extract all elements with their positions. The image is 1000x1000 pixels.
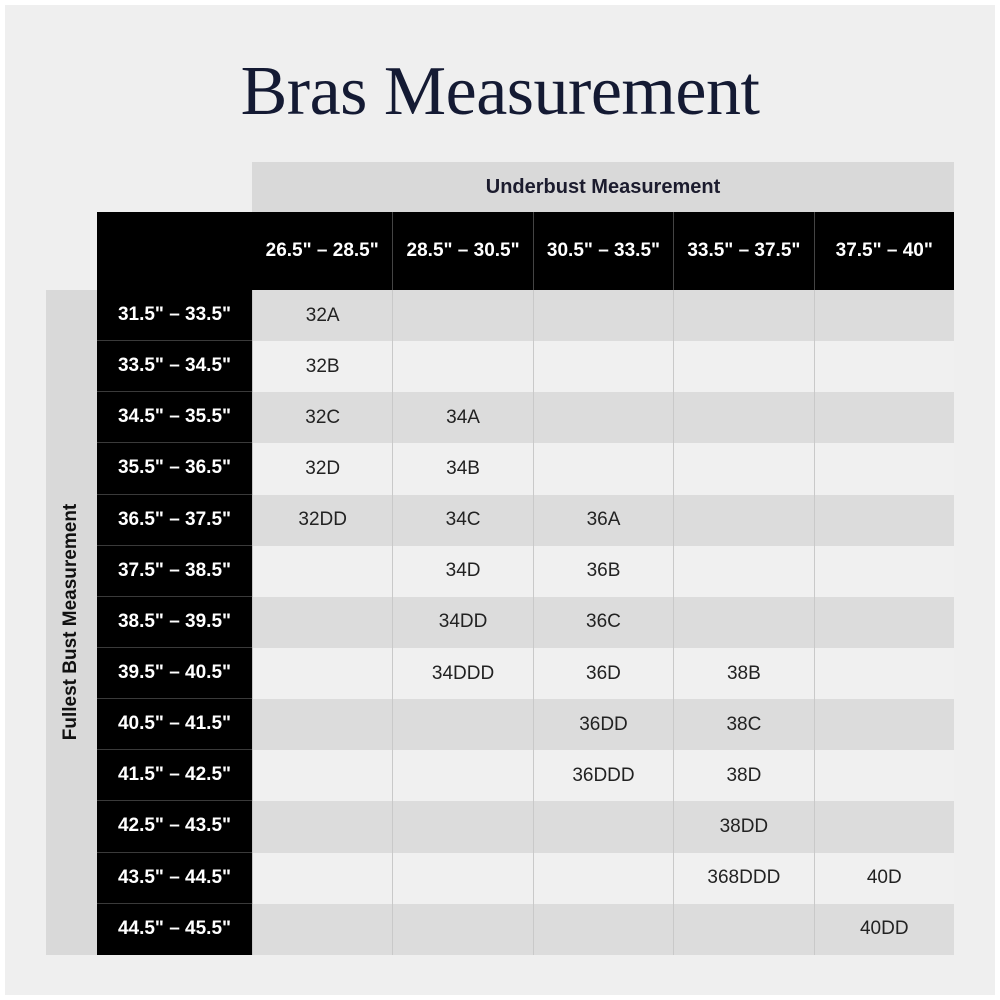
fullest-bust-row-label: 42.5" – 43.5" (97, 801, 252, 852)
size-cell (392, 290, 532, 341)
size-cell: 36A (533, 495, 673, 546)
size-cell (533, 904, 673, 955)
table-row (97, 648, 954, 699)
size-cell: 38D (673, 750, 813, 801)
size-cell: 38DD (673, 801, 813, 852)
size-cell (814, 750, 954, 801)
size-cell (814, 290, 954, 341)
size-cell (252, 648, 392, 699)
size-cell (392, 750, 532, 801)
size-cell: 34DDD (392, 648, 532, 699)
size-cell (252, 750, 392, 801)
size-cell (252, 597, 392, 648)
size-cell: 38B (673, 648, 813, 699)
size-cell: 38C (673, 699, 813, 750)
size-cell (814, 648, 954, 699)
size-cell (814, 495, 954, 546)
size-cell: 36DDD (533, 750, 673, 801)
size-cell (673, 597, 813, 648)
size-cell (673, 341, 813, 392)
size-cell: 368DDD (673, 853, 813, 904)
table-row (97, 495, 954, 546)
size-cell (673, 443, 813, 494)
size-cell: 34B (392, 443, 532, 494)
fullest-bust-row-label: 37.5" – 38.5" (97, 546, 252, 597)
size-cell (252, 853, 392, 904)
size-cell (814, 392, 954, 443)
underbust-header: Underbust Measurement (252, 162, 954, 212)
underbust-column-header: 33.5" – 37.5" (673, 212, 813, 290)
size-cell: 32A (252, 290, 392, 341)
underbust-column-header: 30.5" – 33.5" (533, 212, 673, 290)
page-title: Bras Measurement (240, 53, 760, 130)
fullest-bust-row-label: 36.5" – 37.5" (97, 495, 252, 546)
size-cell (814, 801, 954, 852)
size-cell (392, 853, 532, 904)
size-cell (252, 904, 392, 955)
size-cell (392, 801, 532, 852)
size-cell (533, 290, 673, 341)
size-cell (533, 853, 673, 904)
fullest-bust-row-label: 34.5" – 35.5" (97, 392, 252, 443)
size-cell (673, 392, 813, 443)
size-cell: 32B (252, 341, 392, 392)
size-cell (673, 290, 813, 341)
underbust-column-header: 28.5" – 30.5" (392, 212, 532, 290)
size-cell: 32C (252, 392, 392, 443)
size-cell: 40DD (814, 904, 954, 955)
size-cell (533, 341, 673, 392)
size-cell (392, 699, 532, 750)
fullest-bust-row-label: 38.5" – 39.5" (97, 597, 252, 648)
size-cell (673, 546, 813, 597)
underbust-column-header: 37.5" – 40" (814, 212, 954, 290)
size-cell (814, 597, 954, 648)
table-row (97, 597, 954, 648)
table-row (97, 699, 954, 750)
size-cell: 40D (814, 853, 954, 904)
size-cell (392, 904, 532, 955)
fullest-bust-row-label: 31.5" – 33.5" (97, 290, 252, 341)
column-header-row (252, 212, 954, 290)
size-cell: 34DD (392, 597, 532, 648)
size-cell: 36DD (533, 699, 673, 750)
table-row (97, 341, 954, 392)
size-table-body (97, 290, 954, 955)
size-cell (533, 443, 673, 494)
size-cell (252, 546, 392, 597)
fullest-bust-row-label: 43.5" – 44.5" (97, 853, 252, 904)
fullest-bust-row-label: 40.5" – 41.5" (97, 699, 252, 750)
size-cell: 32DD (252, 495, 392, 546)
size-cell (814, 341, 954, 392)
fullest-bust-row-label: 39.5" – 40.5" (97, 648, 252, 699)
underbust-column-header: 26.5" – 28.5" (265, 240, 379, 261)
table-row (97, 853, 954, 904)
fullest-bust-label: Fullest Bust Measurement (60, 503, 81, 741)
fullest-bust-row-label: 44.5" – 45.5" (97, 904, 252, 955)
fullest-bust-row-label: 33.5" – 34.5" (97, 341, 252, 392)
table-row (97, 290, 954, 341)
size-cell (814, 699, 954, 750)
table-corner (97, 212, 252, 290)
size-cell (252, 801, 392, 852)
size-cell: 36B (533, 546, 673, 597)
size-cell (814, 546, 954, 597)
table-row (97, 546, 954, 597)
size-cell: 36D (533, 648, 673, 699)
fullest-bust-row-label: 35.5" – 36.5" (97, 443, 252, 494)
size-cell: 36C (533, 597, 673, 648)
size-cell (533, 392, 673, 443)
table-row (97, 750, 954, 801)
fullest-bust-row-label: 41.5" – 42.5" (97, 750, 252, 801)
size-cell (673, 904, 813, 955)
size-cell: 34C (392, 495, 532, 546)
size-cell (673, 495, 813, 546)
size-cell (533, 801, 673, 852)
size-cell: 34A (392, 392, 532, 443)
table-row (97, 392, 954, 443)
size-cell: 32D (252, 443, 392, 494)
size-cell: 34D (392, 546, 532, 597)
size-cell (392, 341, 532, 392)
size-cell (814, 443, 954, 494)
table-row (97, 443, 954, 494)
size-cell (252, 699, 392, 750)
table-row (97, 904, 954, 955)
table-row (97, 801, 954, 852)
